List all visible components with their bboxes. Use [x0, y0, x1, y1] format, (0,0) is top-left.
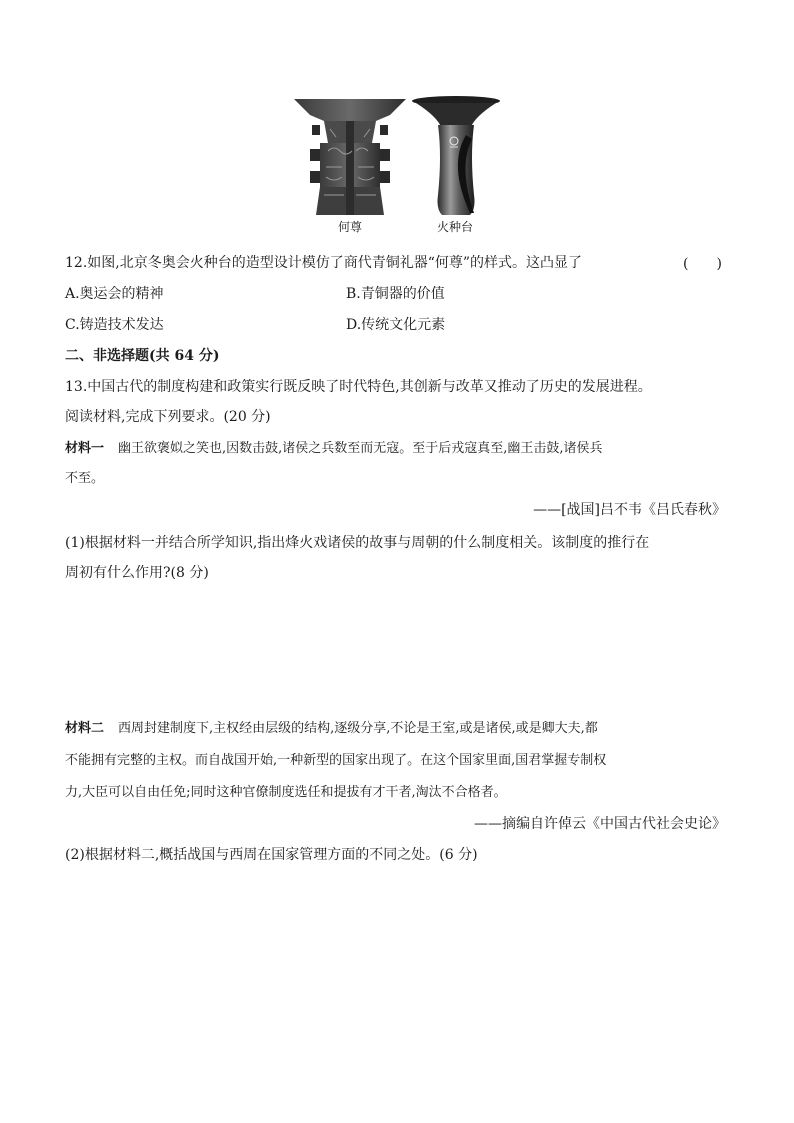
he-zun-bronze-vessel-image [290, 95, 410, 217]
q12-option-c[interactable]: C.铸造技术发达 [65, 317, 164, 333]
material-1-text-2: 不至。 [65, 471, 105, 486]
q13-intro-line-2: 阅读材料,完成下列要求。(20 分) [65, 409, 271, 425]
material-2-text-1: 西周封建制度下,主权经由层级的结构,逐级分享,不论是王室,或是诸侯,或是卿大夫,都 [118, 721, 598, 736]
material-2-line-1 [65, 719, 598, 739]
material-1-tag: 材料一 [65, 441, 105, 456]
caption-he-zun: 何尊 [337, 220, 362, 234]
q12-answer-blank[interactable]: ( ) [683, 256, 722, 272]
section-2-heading: 二、非选择题(共 64 分) [65, 348, 220, 364]
q12-stem: 12.如图,北京冬奥会火种台的造型设计模仿了商代青铜礼器“何尊”的样式。这凸显了 [65, 255, 583, 271]
material-2-tag: 材料二 [65, 721, 105, 736]
material-2-text-2: 不能拥有完整的主权。而自战国开始,一种新型的国家出现了。在这个国家里面,国君掌握专制权 [65, 753, 607, 768]
q12-option-a[interactable]: A.奥运会的精神 [65, 286, 164, 302]
caption-torch-stand: 火种台 [436, 220, 473, 234]
q12-option-d[interactable]: D.传统文化元素 [346, 317, 446, 333]
material-1-text-1: 幽王欲褒姒之笑也,因数击鼓,诸侯之兵数至而无寇。至于后戎寇真至,幽王击鼓,诸侯兵 [118, 441, 603, 456]
q13-sub-2: (2)根据材料二,概括战国与西周在国家管理方面的不同之处。(6 分) [65, 847, 478, 863]
torch-stand-image [408, 95, 508, 217]
material-2-source: ——摘编自许倬云《中国古代社会史论》 [474, 816, 726, 832]
q13-sub-1-line-1: (1)根据材料一并结合所学知识,指出烽火戏诸侯的故事与周朝的什么制度相关。该制度的推行在 [65, 535, 650, 551]
q12-option-b[interactable]: B.青铜器的价值 [346, 286, 445, 302]
material-1-line-1 [65, 439, 603, 459]
figure-he-zun-and-torch-stand [290, 95, 510, 240]
material-1-source: ——[战国]吕不韦《吕氏春秋》 [533, 502, 726, 518]
q13-intro-line-1: 13.中国古代的制度构建和政策实行既反映了时代特色,其创新与改革又推动了历史的发展进程。 [65, 379, 652, 395]
q13-sub-1-line-2: 周初有什么作用?(8 分) [65, 565, 209, 581]
material-2-text-3: 力,大臣可以自由任免;同时这种官僚制度选任和提拔有才干者,淘汰不合格者。 [65, 785, 507, 800]
